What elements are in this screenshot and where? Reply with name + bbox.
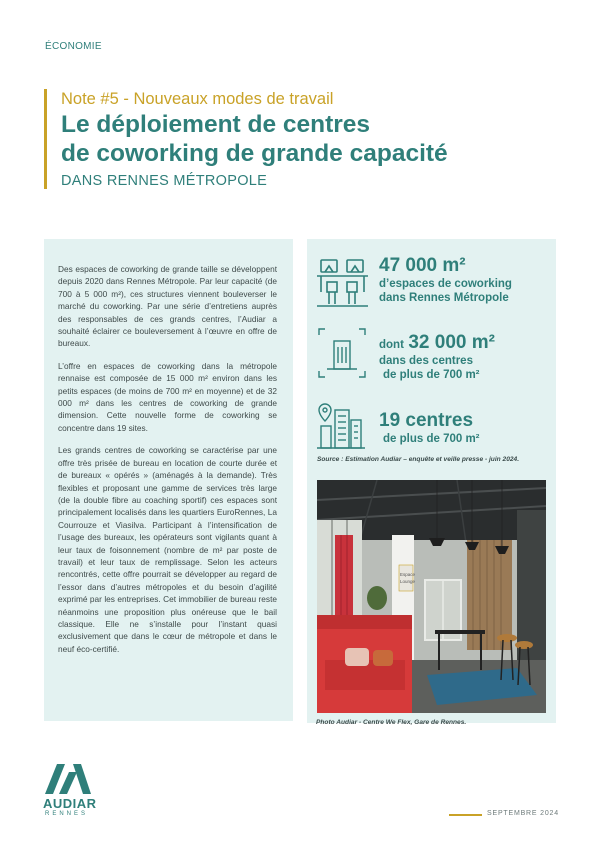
stat-3-line-1: de plus de 700 m² — [383, 433, 480, 445]
photo-sign-text-1: Espace — [400, 572, 416, 577]
stat-coworking-total — [379, 255, 512, 305]
stat-2-line-2: de plus de 700 m² — [383, 369, 480, 381]
stat-2-prefix: dont — [379, 339, 404, 351]
page-subtitle: DANS RENNES MÉTROPOLE — [61, 173, 268, 189]
stat-1-value: 47 000 m² — [379, 255, 466, 276]
stat-1-line-1: d’espaces de coworking — [379, 278, 512, 290]
stat-3-value: 19 centres — [379, 410, 474, 431]
stats-source: Source : Estimation Audiar – enquête et veille presse - juin 2024. — [317, 456, 520, 463]
stat-2-value: 32 000 m² — [408, 332, 495, 353]
page-title — [61, 110, 564, 168]
photo-caption: Photo Audiar - Centre We Flex, Gare de Rennes. — [316, 719, 467, 726]
logo-wordmark: AUDIAR — [43, 796, 97, 811]
page-title-line-1: Le déploiement de centres — [61, 111, 371, 138]
stat-large-centers-count — [379, 410, 480, 446]
body-text-panel — [44, 239, 293, 721]
city-location-icon — [317, 402, 365, 455]
page-title-line-2: de coworking de grande capacité — [61, 140, 448, 167]
body-paragraph-3: Les grands centres de coworking se caractérise par une offre très prisée de bureau en location de courte durée et de bureaux « opérés » (aménagés à la demande). Très flexibles et proposant une gamme de services très large (de la double fibre au coaching sportif) ces espaces sont principalement localisés dans les quartiers EuroRennes, La Courrouze et Viasilva. Participant à l’intensification de l’usage des bureaux, les opérateurs sont vigilants quant à leur taux de foisonnement (nombre de m² par poste de travail) et leur taux de remplissage. Selon les acteurs rencontrés, cette offre pourrait se développer au regard de l’essor dans d’autres métropoles et du besoin d’agilité exprimé par les entreprises. Cet immobilier de bureau reste néanmoins une proposition plus onéreuse que le bail classique. Elle ne s’installe pour l’instant quasi exclusivement que dans le cœur de métropole et dans le neuf éco-certifié. — [58, 445, 277, 654]
body-paragraph-1: Des espaces de coworking de grande taille se développent depuis 2020 dans Rennes Métropole. Par leur capacité (de 700 à 5 000 m²), ces structures viennent bouleverser le marché du coworking. Par une série d’entretiens auprès des responsables de ces grands centres, l’Audiar a souhaité éclairer ce bouleversement à l’œuvre en offre de bureaux. — [58, 264, 277, 349]
stats-panel — [307, 239, 556, 723]
body-paragraph-2: L’offre en espaces de coworking dans la métropole rennaise est composée de 15 000 m² environ dans les petits espaces (de moins de 700 m² en moyenne) et de 32 000 m² dans les centres de coworking de grande dimension. Cette nouvelle forme de coworking se concentre dans 19 sites. — [58, 360, 277, 433]
coworking-photo — [317, 480, 546, 713]
stat-2-headline — [379, 332, 495, 354]
section-tag: ÉCONOMIE — [45, 41, 102, 52]
stat-large-centers-surface — [379, 332, 495, 382]
photo-sign-text-2: Lounge — [400, 579, 416, 584]
building-surface-icon — [317, 327, 367, 384]
footer-accent-line — [449, 814, 482, 816]
stat-1-line-2: dans Rennes Métropole — [379, 292, 509, 304]
coworking-desks-icon — [315, 254, 370, 317]
note-kicker: Note #5 - Nouveaux modes de travail — [61, 90, 334, 108]
title-block — [44, 89, 564, 191]
stat-2-line-1: dans des centres — [379, 355, 473, 367]
logo-subtitle: RENNES — [45, 811, 89, 817]
footer-date: SEPTEMBRE 2024 — [487, 810, 559, 817]
